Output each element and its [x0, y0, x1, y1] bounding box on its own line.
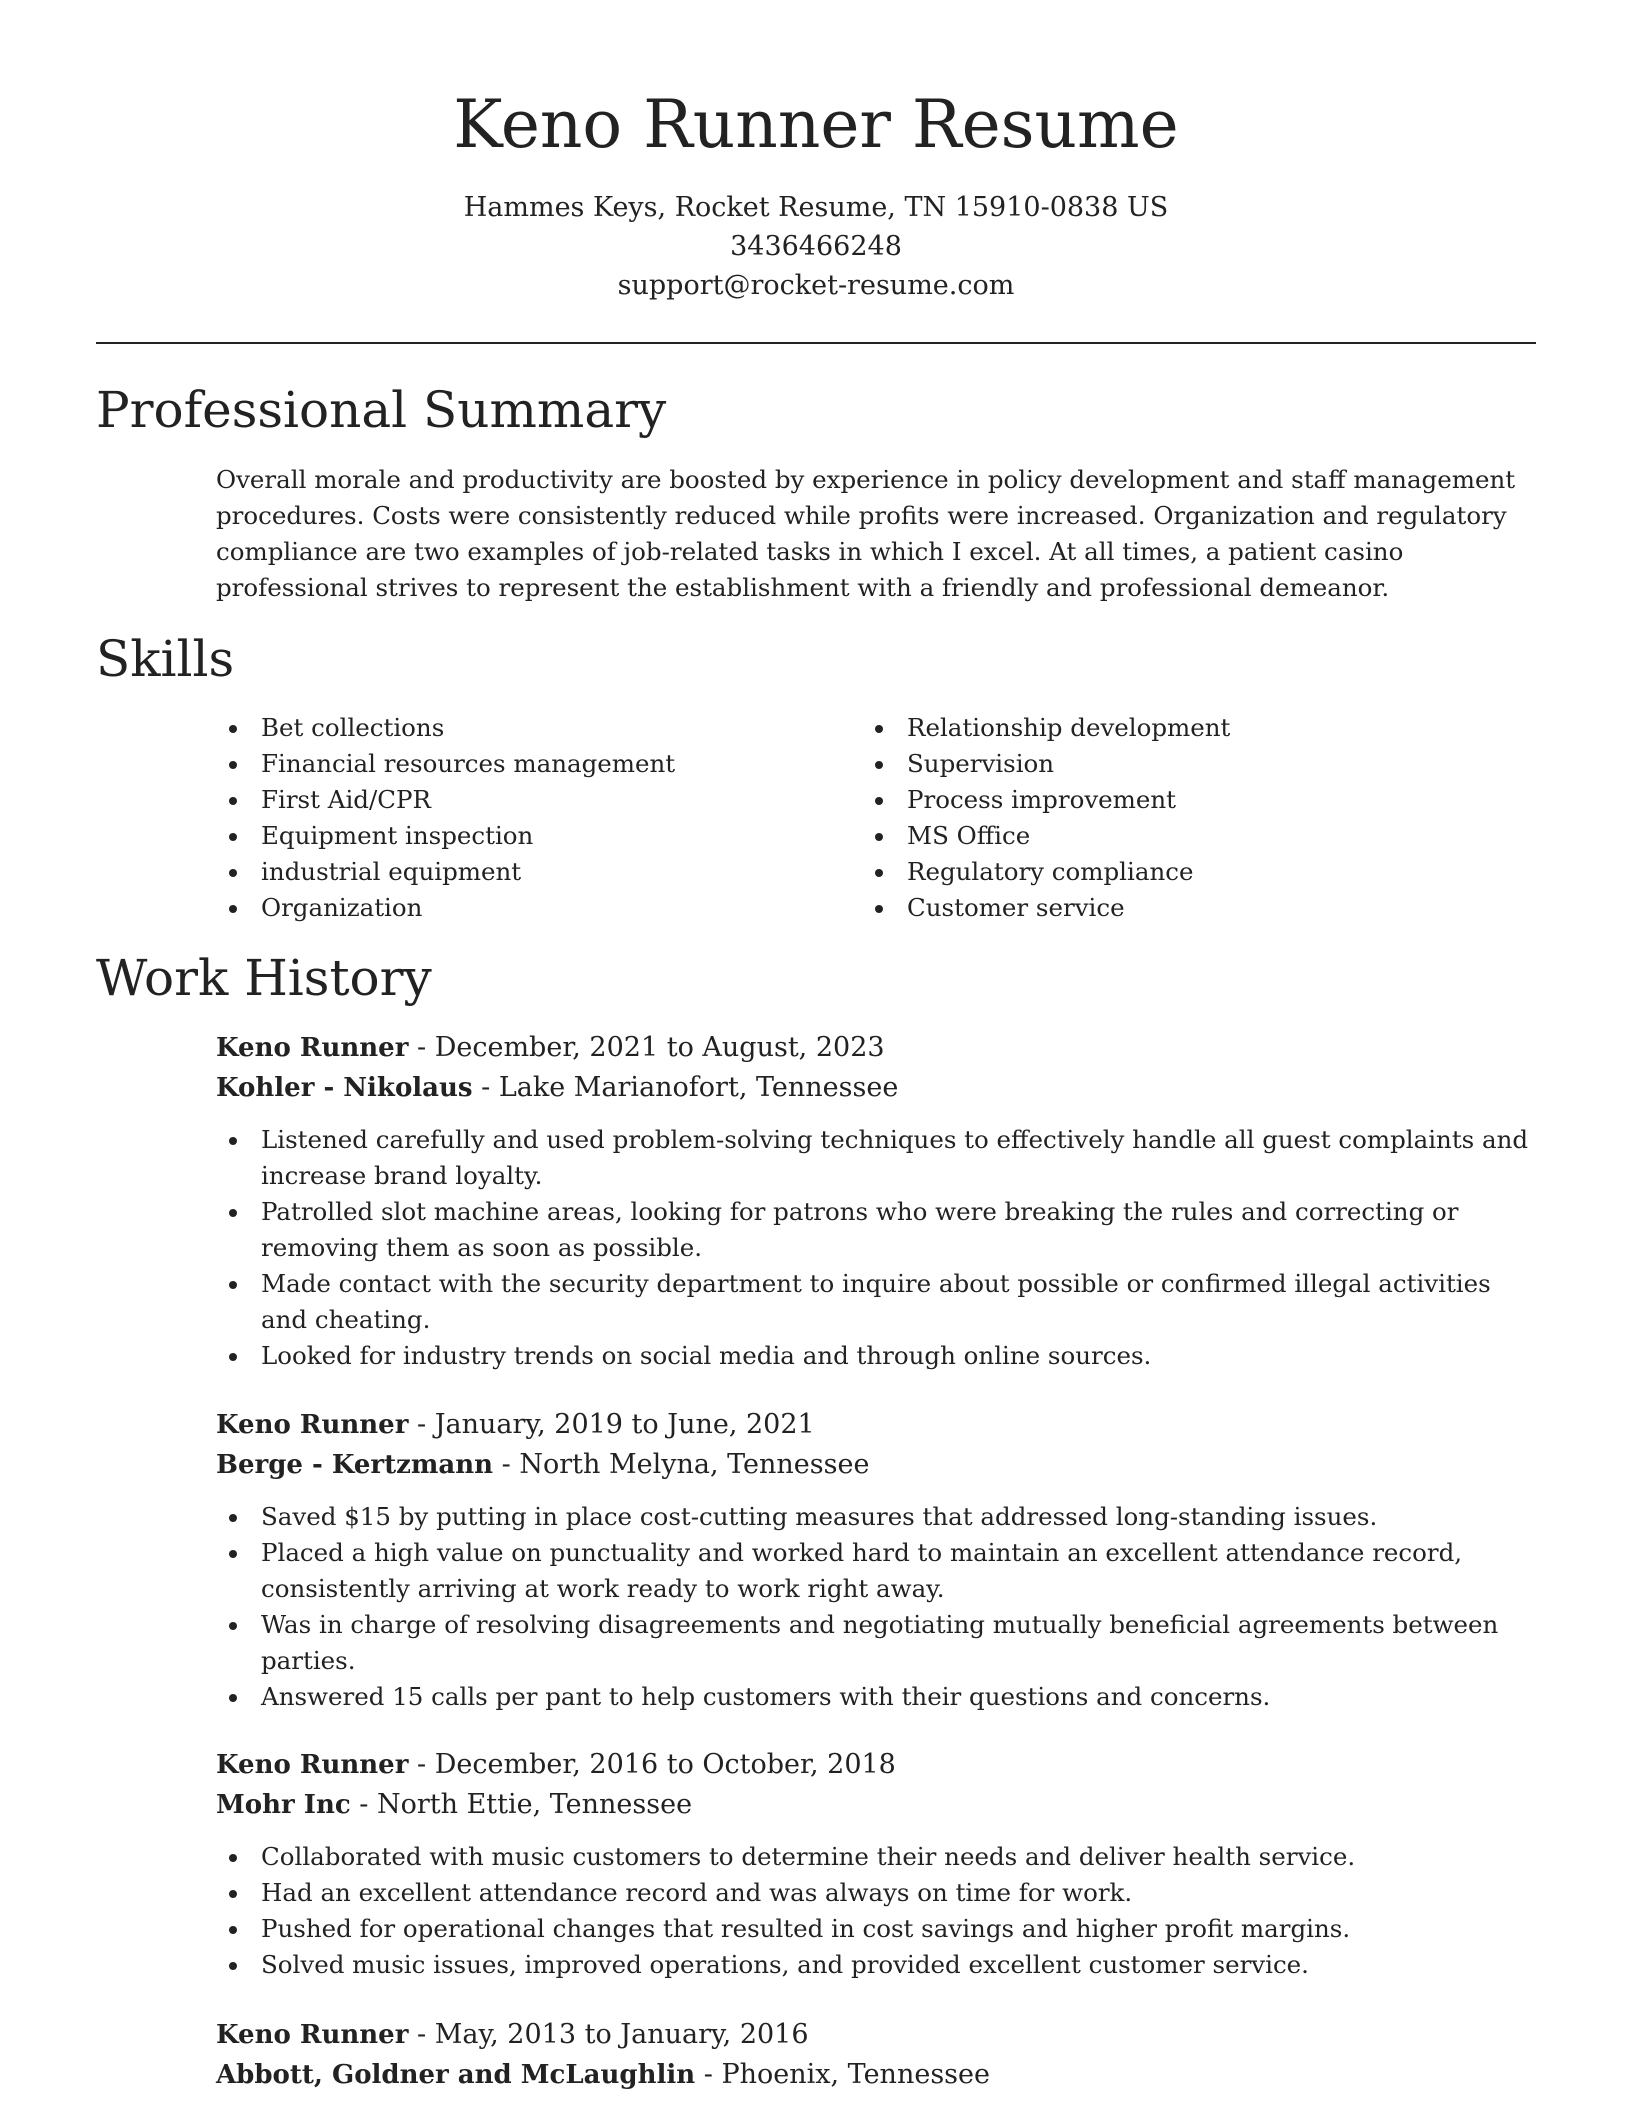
resume-title: Keno Runner Resume	[453, 86, 1179, 163]
job-role: Keno Runner	[216, 2020, 409, 2050]
job-title-line	[216, 1028, 1536, 1068]
job-bullet: Listened carefully and used problem-solving techniques to effectively handle all guest complaints and increase brand loyalty.	[216, 1122, 1536, 1194]
job-bullets	[216, 1839, 1536, 1983]
job-bullet: Solved music issues, improved operations, and provided excellent customer service.	[216, 1947, 1536, 1983]
job-bullet: Pushed for operational changes that resulted in cost savings and higher profit margins.	[216, 1911, 1536, 1947]
summary-heading: Professional Summary	[96, 381, 667, 439]
skill-item: Process improvement	[862, 782, 1482, 818]
work-history-heading: Work History	[96, 949, 432, 1007]
job-bullet: Made contact with the security department to inquire about possible or confirmed illegal activities and cheating.	[216, 1266, 1536, 1338]
skills-list-left	[216, 710, 836, 926]
job-entry	[216, 1405, 1536, 1715]
skill-item: Supervision	[862, 746, 1482, 782]
job-title-line	[216, 1745, 1536, 1785]
job-company-line	[216, 1785, 1536, 1825]
job-company-line	[216, 1068, 1536, 1108]
contact-address: Hammes Keys, Rocket Resume, TN 15910-0838 US	[463, 192, 1169, 223]
skill-item: Financial resources management	[216, 746, 836, 782]
job-location: - North Ettie, Tennessee	[350, 1789, 693, 1820]
job-title-line	[216, 1405, 1536, 1445]
job-dates: - January, 2019 to June, 2021	[408, 1409, 815, 1440]
job-role: Keno Runner	[216, 1410, 409, 1440]
job-bullet: Answered 15 calls per pant to help customers with their questions and concerns.	[216, 1679, 1536, 1715]
job-location: - Phoenix, Tennessee	[695, 2059, 990, 2090]
skill-item: First Aid/CPR	[216, 782, 836, 818]
job-entry	[216, 1745, 1536, 1983]
job-bullet: Collaborated with music customers to determine their needs and deliver health service.	[216, 1839, 1536, 1875]
job-dates: - May, 2013 to January, 2016	[408, 2019, 809, 2050]
job-location: - Lake Marianofort, Tennessee	[472, 1072, 899, 1103]
job-bullet: Placed a high value on punctuality and worked hard to maintain an excellent attendance record, consistently arriving at work ready to work right away.	[216, 1535, 1536, 1607]
job-bullet: Saved $15 by putting in place cost-cutting measures that addressed long-standing issues.	[216, 1499, 1536, 1535]
job-bullets	[216, 1499, 1536, 1715]
job-bullets	[216, 1122, 1536, 1374]
job-company: Mohr Inc	[216, 1790, 351, 1820]
resume-header	[96, 80, 1536, 305]
header-divider	[96, 342, 1536, 344]
skill-item: Customer service	[862, 890, 1482, 926]
job-bullet: Had an excellent attendance record and was always on time for work.	[216, 1875, 1536, 1911]
job-company: Berge - Kertzmann	[216, 1450, 494, 1480]
skill-item: Organization	[216, 890, 836, 926]
skill-item: Bet collections	[216, 710, 836, 746]
job-role: Keno Runner	[216, 1750, 409, 1780]
job-location: - North Melyna, Tennessee	[493, 1449, 870, 1480]
skill-item: Relationship development	[862, 710, 1482, 746]
job-bullet: Looked for industry trends on social media and through online sources.	[216, 1338, 1536, 1374]
job-company-line	[216, 2055, 1536, 2095]
skill-item: MS Office	[862, 818, 1482, 854]
job-entry	[216, 2015, 1536, 2095]
job-dates: - December, 2021 to August, 2023	[408, 1032, 885, 1063]
job-role: Keno Runner	[216, 1033, 409, 1063]
skills-list-right	[862, 710, 1482, 926]
job-bullet: Patrolled slot machine areas, looking for patrons who were breaking the rules and correcting or removing them as soon as possible.	[216, 1194, 1536, 1266]
job-entry	[216, 1028, 1536, 1374]
skill-item: industrial equipment	[216, 854, 836, 890]
summary-text: Overall morale and productivity are boosted by experience in policy development and staff management procedures. Costs were consistently reduced while profits were increased. Organization and regulatory compliance are two examples of job-related tasks in which I excel. At all times, a patient casino professional strives to represent the establishment with a friendly and professional demeanor.	[216, 465, 1516, 602]
contact-email: support@rocket-resume.com	[617, 270, 1015, 301]
job-bullet: Was in charge of resolving disagreements and negotiating mutually beneficial agreements between parties.	[216, 1607, 1536, 1679]
job-company-line	[216, 1445, 1536, 1485]
skill-item: Regulatory compliance	[862, 854, 1482, 890]
contact-phone: 3436466248	[730, 231, 902, 262]
job-company: Abbott, Goldner and McLaughlin	[216, 2060, 696, 2090]
job-company: Kohler - Nikolaus	[216, 1073, 473, 1103]
skills-heading: Skills	[96, 630, 235, 688]
job-dates: - December, 2016 to October, 2018	[408, 1749, 896, 1780]
skill-item: Equipment inspection	[216, 818, 836, 854]
job-title-line	[216, 2015, 1536, 2055]
